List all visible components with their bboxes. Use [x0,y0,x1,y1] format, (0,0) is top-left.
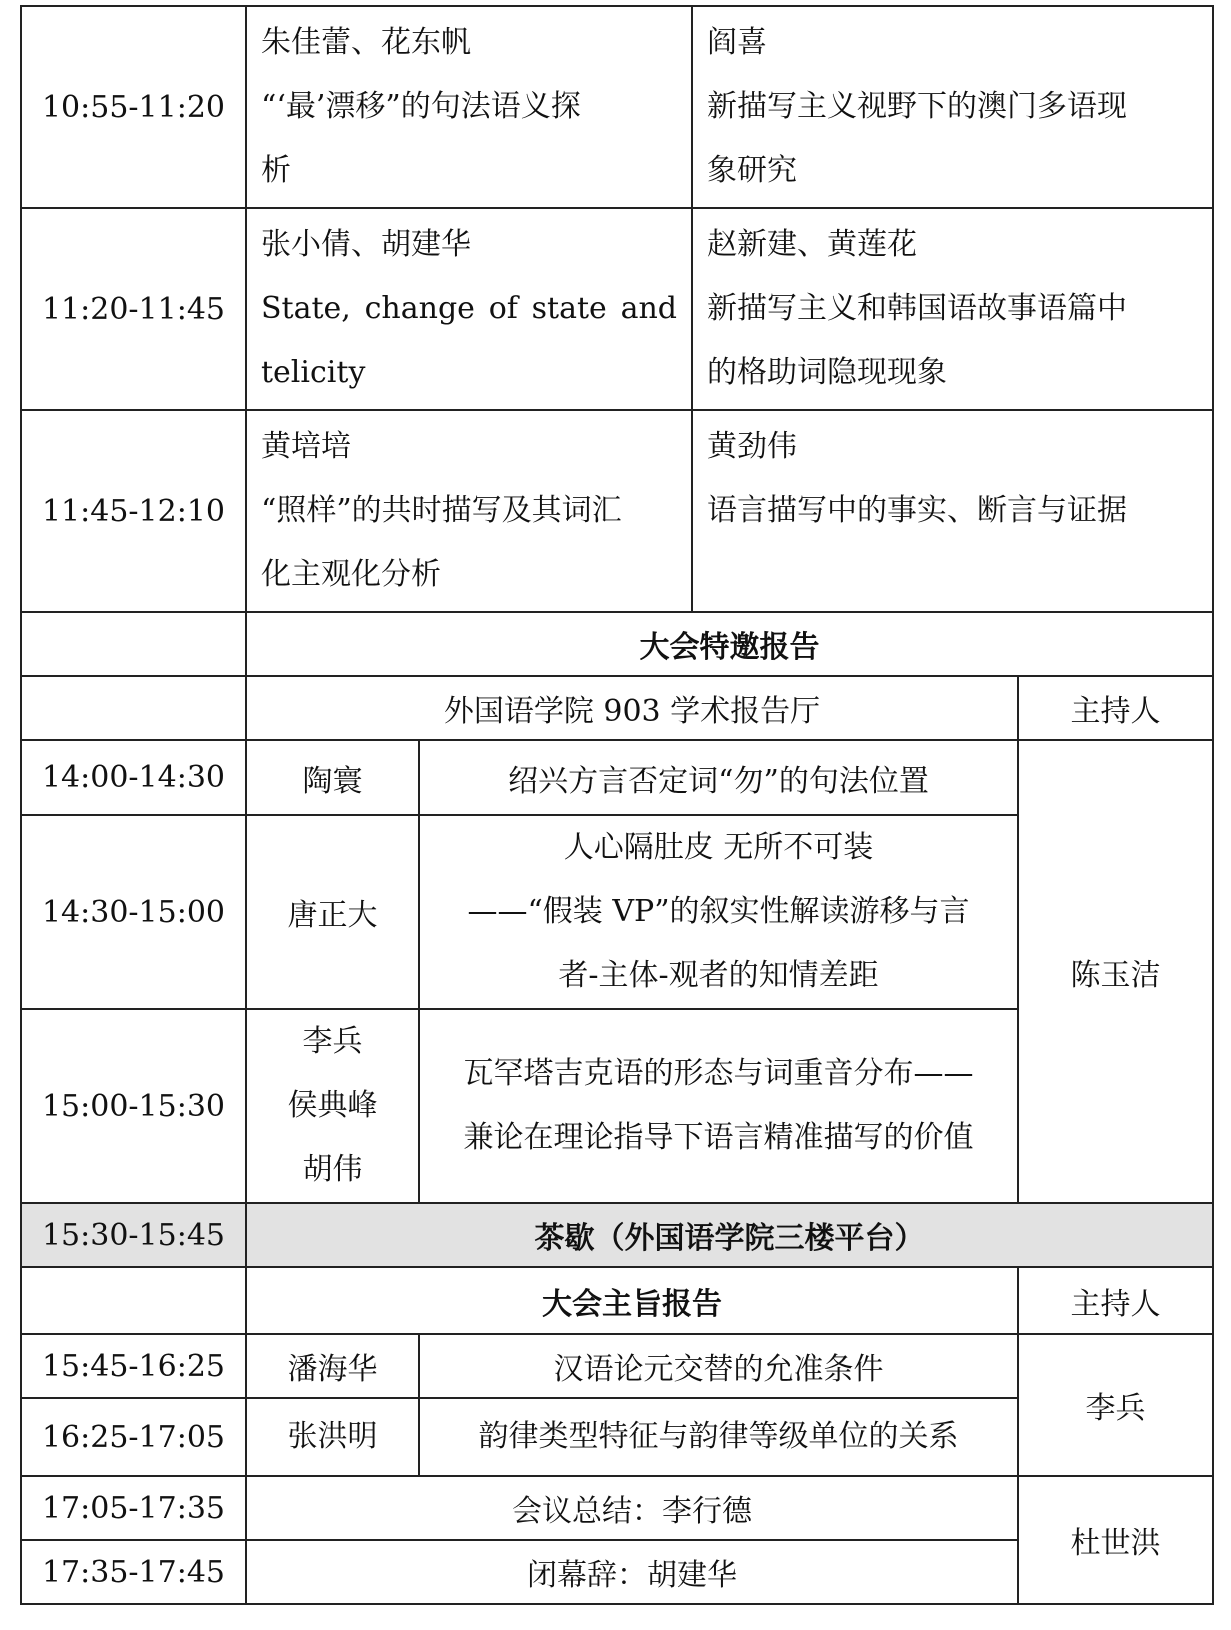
talk-cell [692,6,1213,208]
empty-cell [21,1267,246,1334]
talk-title-line: telicity [261,355,366,390]
table-row [21,1476,1213,1540]
host-name: 杜世洪 [1018,1476,1213,1604]
speaker-name: 李兵 [302,1024,363,1059]
speaker-cell: 张洪明 [246,1398,419,1476]
talk-title-line: ——“假装 VP”的叙实性解读游移与言 [467,894,970,929]
talk-title [419,815,1018,1009]
talk-title: 韵律类型特征与韵律等级单位的关系 [419,1398,1018,1476]
schedule-table [20,5,1214,1605]
time-cell: 17:35-17:45 [21,1540,246,1604]
table-row [21,1203,1213,1267]
speaker-name: 侯典峰 [287,1088,378,1123]
host-label: 主持人 [1018,1267,1213,1334]
speaker-name: 阎喜 [707,25,767,60]
talk-title-line: 兼论在理论指导下语言精准描写的价值 [463,1120,974,1155]
table-row [21,612,1213,676]
time-cell: 11:45-12:10 [21,410,246,612]
talk-cell [246,208,692,410]
talk-title-line: 新描写主义视野下的澳门多语现 [707,89,1127,124]
closing-item: 会议总结：李行德 [246,1476,1018,1540]
talk-title-line: “‘最’漂移”的句法语义探 [261,89,581,124]
talk-title [419,1009,1018,1203]
talk-title-line: 语言描写中的事实、断言与证据 [707,493,1127,528]
talk-title-line: 象研究 [707,153,797,188]
time-cell: 16:25-17:05 [21,1398,246,1476]
time-cell: 15:00-15:30 [21,1009,246,1203]
table-row [21,1267,1213,1334]
talk-title-line: 新描写主义和韩国语故事语篇中 [707,291,1127,326]
host-label: 主持人 [1018,676,1213,740]
host-name: 陈玉洁 [1018,740,1213,1203]
section-heading: 大会特邀报告 [246,612,1213,676]
break-label: 茶歇（外国语学院三楼平台） [246,1203,1213,1267]
talk-title-line: 析 [261,153,291,188]
time-cell: 17:05-17:35 [21,1476,246,1540]
speaker-cell: 陶寰 [246,740,419,815]
talk-cell [692,208,1213,410]
speaker-name: 朱佳蕾、花东帆 [261,25,471,60]
time-cell: 15:45-16:25 [21,1334,246,1398]
table-row [21,6,1213,208]
talk-cell [246,410,692,612]
table-row [21,208,1213,410]
speaker-name: 黄培培 [261,429,351,464]
time-cell: 10:55-11:20 [21,6,246,208]
speaker-name: 赵新建、黄莲花 [707,227,917,262]
talk-cell [692,410,1213,612]
talk-title-line: 的格助词隐现现象 [707,355,947,390]
table-row [21,1334,1213,1398]
empty-cell [21,612,246,676]
talk-title-line: 瓦罕塔吉克语的形态与词重音分布—— [463,1056,974,1091]
speaker-name: 张小倩、胡建华 [261,227,471,262]
talk-title-line: 化主观化分析 [261,557,441,592]
section-heading: 大会主旨报告 [246,1267,1018,1334]
table-row [21,676,1213,740]
speaker-name: 胡伟 [302,1152,363,1187]
time-cell: 11:20-11:45 [21,208,246,410]
time-cell: 14:00-14:30 [21,740,246,815]
talk-title-line: 者-主体-观者的知情差距 [558,958,879,993]
speaker-cell: 唐正大 [246,815,419,1009]
host-name: 李兵 [1018,1334,1213,1476]
speaker-cell: 潘海华 [246,1334,419,1398]
time-cell: 15:30-15:45 [21,1203,246,1267]
table-row [21,410,1213,612]
closing-item: 闭幕辞：胡建华 [246,1540,1018,1604]
empty-cell [21,676,246,740]
talk-title-line: 人心隔肚皮 无所不可装 [563,830,874,865]
table-row [21,740,1213,815]
venue-cell: 外国语学院 903 学术报告厅 [246,676,1018,740]
time-cell: 14:30-15:00 [21,815,246,1009]
talk-cell [246,6,692,208]
talk-title-line: “照样”的共时描写及其词汇 [261,493,622,528]
speaker-name: 黄劲伟 [707,429,797,464]
talk-title: 绍兴方言否定词“勿”的句法位置 [419,740,1018,815]
talk-title-line: State, change of state and [261,291,677,326]
speaker-cell [246,1009,419,1203]
talk-title: 汉语论元交替的允准条件 [419,1334,1018,1398]
